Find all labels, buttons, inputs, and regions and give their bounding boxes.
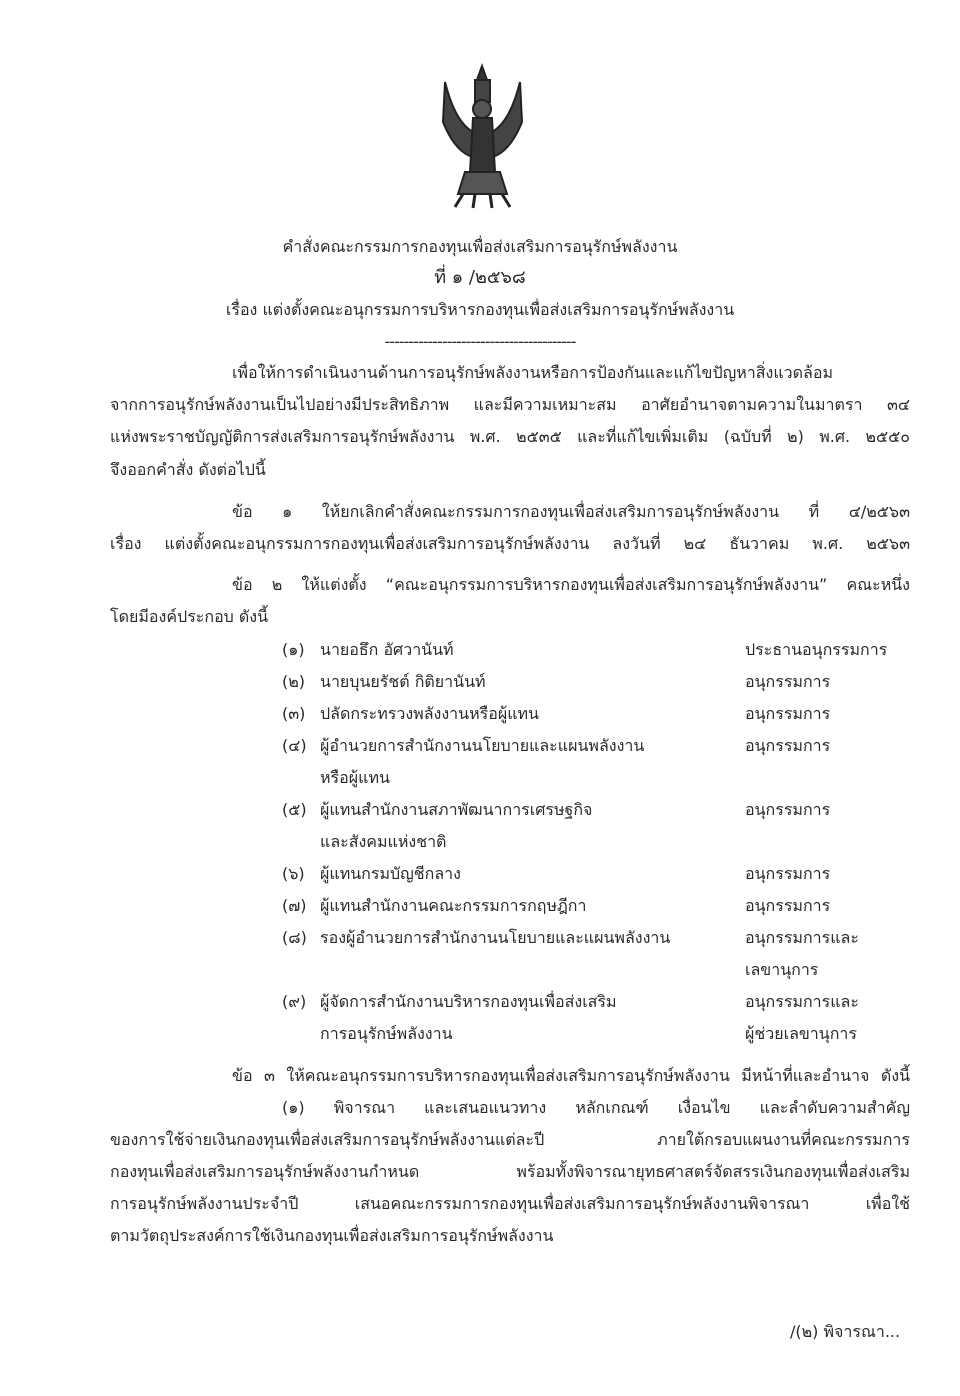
member-role: อนุกรรมการและ [745, 928, 859, 947]
preamble-line: แห่งพระราชบัญญัติการส่งเสริมการอนุรักษ์พลังงาน พ.ศ. ๒๕๓๕ และที่แก้ไขเพิ่มเติม (ฉบับที่ ๒) พ.ศ. ๒๕๕๐ [110, 427, 910, 446]
clause-3-item-line: การอนุรักษ์พลังงานประจำปี เสนอคณะกรรมการกองทุนเพื่อส่งเสริมการอนุรักษ์พลังงานพิจารณา เพื่อใช้ [110, 1194, 910, 1213]
member-number: (๒) [282, 672, 306, 691]
garuda-emblem [435, 62, 530, 212]
member-name: ผู้แทนสำนักงานคณะกรรมการกฤษฎีกา [320, 896, 587, 915]
preamble-line: จึงออกคำสั่ง ดังต่อไปนี้ [110, 460, 266, 479]
member-name: ผู้อำนวยการสำนักงานนโยบายและแผนพลังงาน [320, 736, 645, 755]
member-role: อนุกรรมการและ [745, 992, 859, 1011]
member-number: (๓) [282, 704, 306, 723]
member-name: ปลัดกระทรวงพลังงานหรือผู้แทน [320, 704, 539, 723]
member-role: ประธานอนุกรรมการ [745, 640, 888, 659]
member-name: ผู้แทนสำนักงานสภาพัฒนาการเศรษฐกิจ [320, 800, 593, 819]
member-number: (๔) [282, 736, 307, 755]
member-role: อนุกรรมการ [745, 800, 831, 819]
member-name: นายอธึก อัศวานันท์ [320, 640, 454, 659]
member-number: (๗) [282, 896, 307, 915]
clause-1-line: เรื่อง แต่งตั้งคณะอนุกรรมการกองทุนเพื่อส่งเสริมการอนุรักษ์พลังงาน ลงวันที่ ๒๔ ธันวาคม พ.ศ. ๒๕๖๓ [110, 534, 910, 553]
clause-3-item-line: (๑) พิจารณา และเสนอแนวทาง หลักเกณฑ์ เงื่อนไข และลำดับความสำคัญ [282, 1098, 910, 1117]
member-number: (๖) [282, 864, 305, 883]
member-role: อนุกรรมการ [745, 736, 831, 755]
separator-line: ---------------------------------------- [384, 332, 576, 351]
member-number: (๘) [282, 928, 307, 947]
member-number: (๑) [282, 640, 305, 659]
member-name: หรือผู้แทน [320, 768, 390, 787]
clause-2-line: ข้อ ๒ ให้แต่งตั้ง “คณะอนุกรรมการบริหารกองทุนเพื่อส่งเสริมการอนุรักษ์พลังงาน” คณะหนึ่ง [232, 575, 910, 594]
order-subject: เรื่อง แต่งตั้งคณะอนุกรรมการบริหารกองทุนเพื่อส่งเสริมการอนุรักษ์พลังงาน [225, 300, 735, 319]
member-role: อนุกรรมการ [745, 864, 831, 883]
member-name: นายบุนยรัชต์ กิติยานันท์ [320, 672, 486, 691]
member-name: การอนุรักษ์พลังงาน [320, 1024, 453, 1043]
member-name: และสังคมแห่งชาติ [320, 832, 447, 851]
clause-3-item-line: ตามวัตถุประสงค์การใช้เงินกองทุนเพื่อส่งเสริมการอนุรักษ์พลังงาน [110, 1226, 554, 1245]
order-title: คำสั่งคณะกรรมการกองทุนเพื่อส่งเสริมการอนุรักษ์พลังงาน [282, 237, 678, 256]
member-name: ผู้แทนกรมบัญชีกลาง [320, 864, 461, 883]
preamble-line: จากการอนุรักษ์พลังงานเป็นไปอย่างมีประสิทธิภาพ และมีความเหมาะสม อาศัยอำนาจตามความในมาตรา ๓๔ [110, 395, 910, 414]
clause-3-item-line: ของการใช้จ่ายเงินกองทุนเพื่อส่งเสริมการอนุรักษ์พลังงานแต่ละปี ภายใต้กรอบแผนงานที่คณะกรรมการ [110, 1130, 910, 1149]
member-role: อนุกรรมการ [745, 704, 831, 723]
preamble-line: เพื่อให้การดำเนินงานด้านการอนุรักษ์พลังงานหรือการป้องกันและแก้ไขปัญหาสิ่งแวดล้อม [232, 363, 834, 382]
clause-1-line: ข้อ ๑ ให้ยกเลิกคำสั่งคณะกรรมการกองทุนเพื่อส่งเสริมการอนุรักษ์พลังงาน ที่ ๔/๒๕๖๓ [232, 502, 910, 521]
member-number: (๙) [282, 992, 307, 1011]
member-name: ผู้จัดการสำนักงานบริหารกองทุนเพื่อส่งเสริม [320, 992, 617, 1011]
member-name: รองผู้อำนวยการสำนักงานนโยบายและแผนพลังงาน [320, 928, 671, 947]
member-role: ผู้ช่วยเลขานุการ [745, 1024, 857, 1043]
member-role: อนุกรรมการ [745, 672, 831, 691]
clause-3-item-line: กองทุนเพื่อส่งเสริมการอนุรักษ์พลังงานกำหนด พร้อมทั้งพิจารณายุทธศาสตร์จัดสรรเงินกองทุนเพื่อส่งเสริม [110, 1162, 910, 1181]
member-role: อนุกรรมการ [745, 896, 831, 915]
member-role: เลขานุการ [745, 960, 819, 979]
order-number: ที่ ๑ /๒๕๖๘ [434, 267, 526, 288]
clause-2-line: โดยมีองค์ประกอบ ดังนี้ [110, 607, 269, 626]
continued-marker: /(๒) พิจารณา... [790, 1322, 901, 1341]
member-number: (๕) [282, 800, 307, 819]
clause-3-intro: ข้อ ๓ ให้คณะอนุกรรมการบริหารกองทุนเพื่อส่งเสริมการอนุรักษ์พลังงาน มีหน้าที่และอำนาจ ดังนี้ [232, 1066, 910, 1085]
